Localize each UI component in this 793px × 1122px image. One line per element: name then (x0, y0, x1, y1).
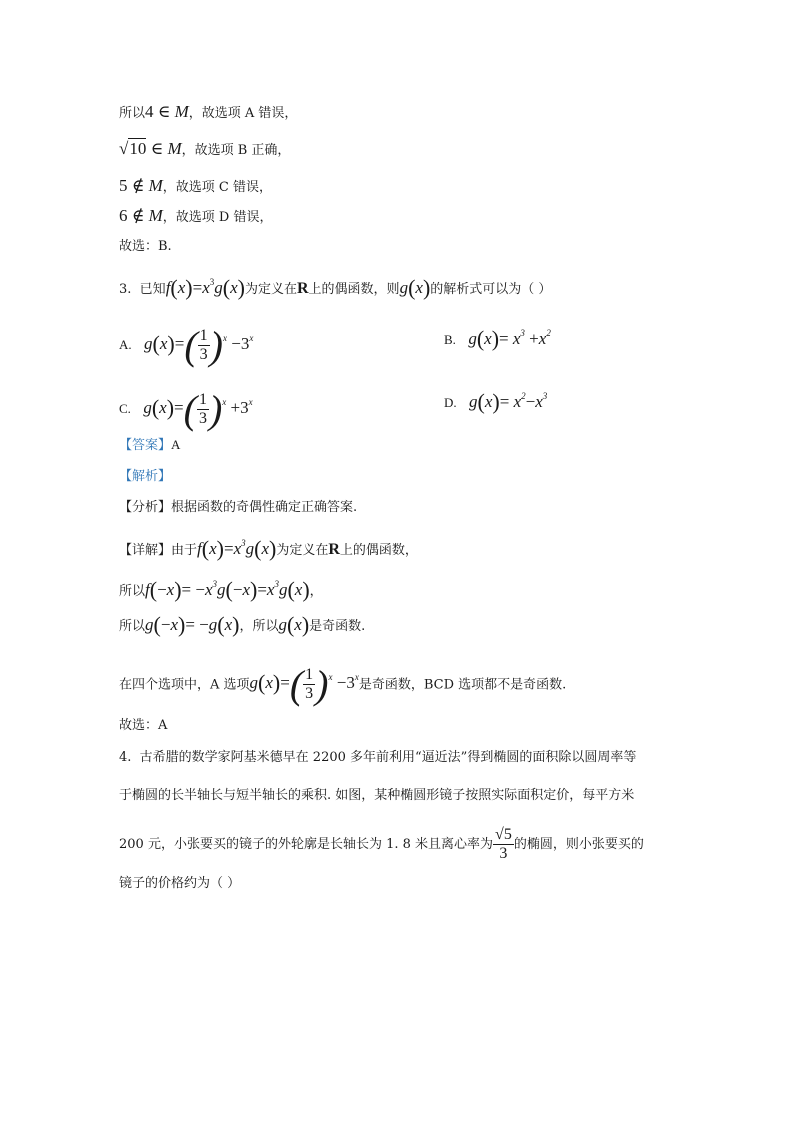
text: 由于 (171, 543, 198, 558)
continuation-line-1 (119, 102, 297, 124)
text: ，故选项 B 正确， (181, 143, 291, 158)
eccentricity-fraction (493, 826, 514, 863)
continuation-line-3 (119, 176, 272, 198)
text: 为定义在 (244, 282, 297, 297)
text: 上的偶函数， (339, 543, 418, 558)
text: 是奇函数. (309, 619, 366, 634)
detail-line-3 (119, 612, 366, 637)
continuation-line-4 (119, 206, 272, 228)
option-expr: $g(x)= x^2-x^3$ (469, 389, 548, 414)
math-f: f(x) (165, 275, 193, 300)
text: ， (309, 584, 323, 599)
answer-value: A (171, 437, 181, 452)
text: ，故选项 C 错误， (162, 180, 272, 195)
question-4-line-2: 于椭圆的长半轴长与短半轴长的乘积. 如图，某种椭圆形镜子按照实际面积定价，每平方米 (119, 788, 635, 803)
detail-line-2 (119, 574, 323, 602)
text: 所以 (119, 584, 146, 599)
option-a (119, 322, 253, 369)
math-expr: g(x) (278, 612, 310, 637)
question-4-line-1 (119, 748, 636, 768)
text: ，故选项 A 错误， (188, 106, 298, 121)
math-expr: g(−x)= −g(x) (145, 612, 240, 637)
text: 上的偶函数，则 (308, 282, 400, 297)
text: 所以 (119, 106, 146, 121)
option-b (444, 326, 551, 352)
detail-tag: 【详解】 (119, 543, 172, 558)
option-c (119, 386, 253, 433)
option-d (444, 389, 547, 415)
math-expr: $f(-x)= -x^3g(-x)=x^3g(x)$ (145, 577, 310, 602)
question-number: 4. (119, 750, 132, 765)
math-expr: √10 ∈ M (119, 139, 182, 158)
option-expr: g(x)=( $\frac{1}{3}$ )$^x -3^x$ (144, 323, 254, 368)
fraction-numerator: √5 (495, 826, 512, 843)
text: ，故选项 D 错误， (162, 210, 273, 225)
fenxi-line (119, 498, 357, 518)
option-expr: $g(x)= x^3 +x^2$ (468, 326, 551, 351)
answer-line (119, 435, 180, 456)
text: 是奇函数，BCD 选项都不是奇函数. (358, 677, 567, 693)
question-3-stem (119, 272, 551, 300)
question-4-line-3 (119, 826, 644, 863)
continuation-line-2 (119, 139, 290, 161)
set-R: R (328, 541, 340, 558)
question-4-line-4: 镜子的价格约为（ ） (119, 876, 241, 891)
text: 为定义在 (276, 543, 329, 558)
option-label: A. (119, 337, 132, 352)
detail-line-4 (119, 662, 567, 708)
question-number: 3. (119, 282, 132, 297)
text: 古希腊的数学家阿基米德早在 2200 多年前利用“逼近法”得到椭圆的面积除以圆周率等 (139, 750, 637, 765)
analysis-label: 【解析】 (119, 469, 172, 484)
text: 的解析式可以为（ ） (430, 282, 552, 297)
fraction-denominator: 3 (499, 845, 508, 862)
radicand: 10 (129, 139, 147, 158)
continuation-conclusion: 故选：B. (119, 239, 172, 254)
fenxi-tag: 【分析】 (119, 500, 172, 515)
text: 在四个选项中，A 选项 (119, 677, 250, 693)
math-expr: 6 ∉ M (119, 206, 163, 225)
answer-tag: 【答案】 (119, 438, 172, 453)
text: ，所以 (239, 619, 279, 634)
fenxi-text: 根据函数的奇偶性确定正确答案. (171, 500, 358, 515)
math-expr: g(x)=( $\frac{1}{3}$ )$^x -3^x$ (249, 662, 359, 708)
math-eq: $=x^3g(x)$ (192, 275, 245, 300)
math-expr: 4 ∈ M (145, 102, 189, 121)
text: 200 元，小张要买的镜子的外轮廓是长轴长为 1. 8 米且离心率为 (119, 837, 494, 852)
option-label: C. (119, 401, 131, 416)
option-label: B. (444, 332, 456, 347)
text: 所以 (119, 619, 146, 634)
option-label: D. (444, 395, 457, 410)
math-g: g(x) (399, 275, 431, 300)
set-R: R (296, 280, 309, 297)
option-expr: g(x)=( $\frac{1}{3}$ )$^x +3^x$ (143, 387, 253, 432)
detail-line-1 (119, 533, 418, 561)
analysis-tag (119, 467, 171, 487)
text: 已知 (139, 282, 166, 297)
math-expr: 5 ∉ M (119, 176, 163, 195)
question-3-conclusion: 故选：A (119, 718, 168, 733)
text: 的椭圆，则小张要买的 (513, 837, 644, 852)
math-expr: $f(x)=x^3g(x)$ (197, 536, 277, 561)
